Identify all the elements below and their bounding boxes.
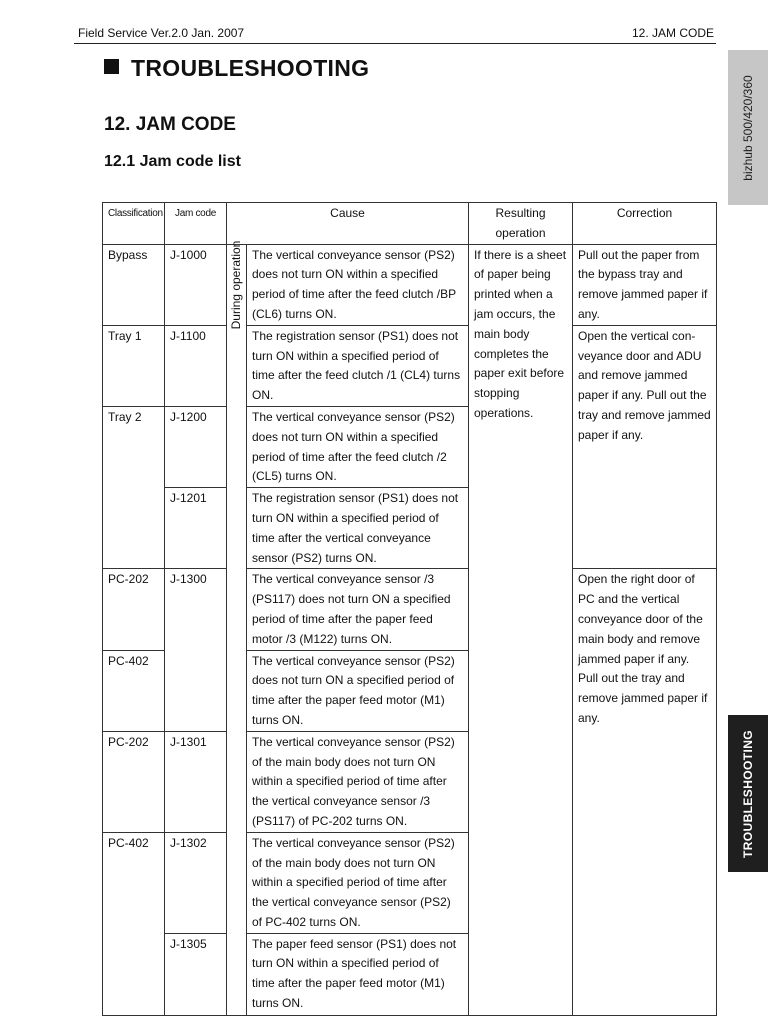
column-header: Resulting operation — [469, 203, 573, 245]
classification-cell: Tray 2 — [103, 406, 165, 487]
table-row — [103, 244, 717, 325]
column-header: Jam code — [165, 203, 227, 245]
classification-cell: PC-402 — [103, 832, 165, 933]
classification-cell — [103, 488, 165, 569]
column-header: Cause — [227, 203, 469, 245]
page-title-text: TROUBLESHOOTING — [131, 55, 370, 81]
cause-cell: The vertical conveyance sensor (PS2) of the main body does not turn ON within a specified period of time after the vertical conveyance sensor (PS2) of PC-402 turns ON. — [247, 832, 469, 933]
classification-cell: Tray 1 — [103, 325, 165, 406]
jam-code-cell: J-1000 — [165, 244, 227, 325]
cause-cell: The vertical conveyance sensor (PS2) does not turn ON within a specified period of time after the feed clutch /BP (CL6) turns ON. — [247, 244, 469, 325]
jam-code-table — [102, 202, 717, 1016]
page-title — [104, 55, 369, 82]
correction-cell: Pull out the paper from the bypass tray and remove jammed paper if any. — [573, 244, 717, 325]
jam-code-cell: J-1100 — [165, 325, 227, 406]
cause-cell: The vertical conveyance sensor (PS2) of the main body does not turn ON within a specified period of time after the vertical conveyance sensor /3 (PS117) of PC-202 turns ON. — [247, 731, 469, 832]
section-side-tab — [728, 715, 768, 872]
running-header-left: Field Service Ver.2.0 Jan. 2007 — [78, 26, 245, 40]
column-header: Classification — [103, 203, 165, 245]
section-heading: 12. JAM CODE — [104, 114, 236, 135]
correction-cell: Open the right door of PC and the vertical conveyance door of the main body and remove jammed paper if any. Pull out the tray and remove jammed paper if any. — [573, 569, 717, 1015]
timing-label: During operation — [228, 240, 243, 330]
column-header: Correction — [573, 203, 717, 245]
cause-cell: The registration sensor (PS1) does not turn ON within a specified period of time after the vertical conveyance sensor (PS2) turns ON. — [247, 488, 469, 569]
classification-cell: PC-202 — [103, 569, 165, 650]
square-bullet-icon — [104, 59, 119, 74]
running-header-right: 12. JAM CODE — [631, 26, 714, 40]
cause-cell: The vertical conveyance sensor /3 (PS117) does not turn ON a specified period of time after the paper feed motor /3 (M122) turns ON. — [247, 569, 469, 650]
classification-cell: Bypass — [103, 244, 165, 325]
classification-cell: PC-202 — [103, 731, 165, 832]
correction-cell: Open the vertical con-veyance door and ADU and remove jammed paper if any. Pull out the tray and remove jammed paper if any. — [573, 325, 717, 569]
table-row — [103, 569, 717, 650]
jam-code-cell: J-1200 — [165, 406, 227, 487]
subsection-heading: 12.1 Jam code list — [104, 153, 241, 170]
header-rule — [74, 43, 716, 44]
timing-cell — [227, 240, 247, 330]
table-row — [103, 325, 717, 406]
model-side-tab-label: bizhub 500/420/360 — [741, 74, 755, 181]
table-header-row — [103, 203, 717, 245]
cause-cell: The registration sensor (PS1) does not turn ON within a specified period of time after the feed clutch /1 (CL4) turns ON. — [247, 325, 469, 406]
section-side-tab-label: TROUBLESHOOTING — [741, 729, 755, 858]
classification-cell — [103, 933, 165, 1015]
model-side-tab — [728, 50, 768, 205]
resulting-operation-cell: If there is a sheet of paper being printed when a jam occurs, the main body completes the paper exit before stopping operations. — [469, 244, 573, 1015]
jam-code-cell: J-1300 — [165, 569, 227, 731]
jam-code-cell: J-1302 — [165, 832, 227, 933]
cause-cell: The vertical conveyance sensor (PS2) does not turn ON a specified period of time after the paper feed motor (M1) turns ON. — [247, 650, 469, 731]
classification-cell: PC-402 — [103, 650, 165, 731]
cause-cell: The vertical conveyance sensor (PS2) does not turn ON within a specified period of time after the feed clutch /2 (CL5) turns ON. — [247, 406, 469, 487]
jam-code-cell: J-1201 — [165, 488, 227, 569]
jam-code-cell: J-1301 — [165, 731, 227, 832]
jam-code-cell: J-1305 — [165, 933, 227, 1015]
cause-cell: The paper feed sensor (PS1) does not turn ON within a specified period of time after the paper feed motor (M1) turns ON. — [247, 933, 469, 1015]
